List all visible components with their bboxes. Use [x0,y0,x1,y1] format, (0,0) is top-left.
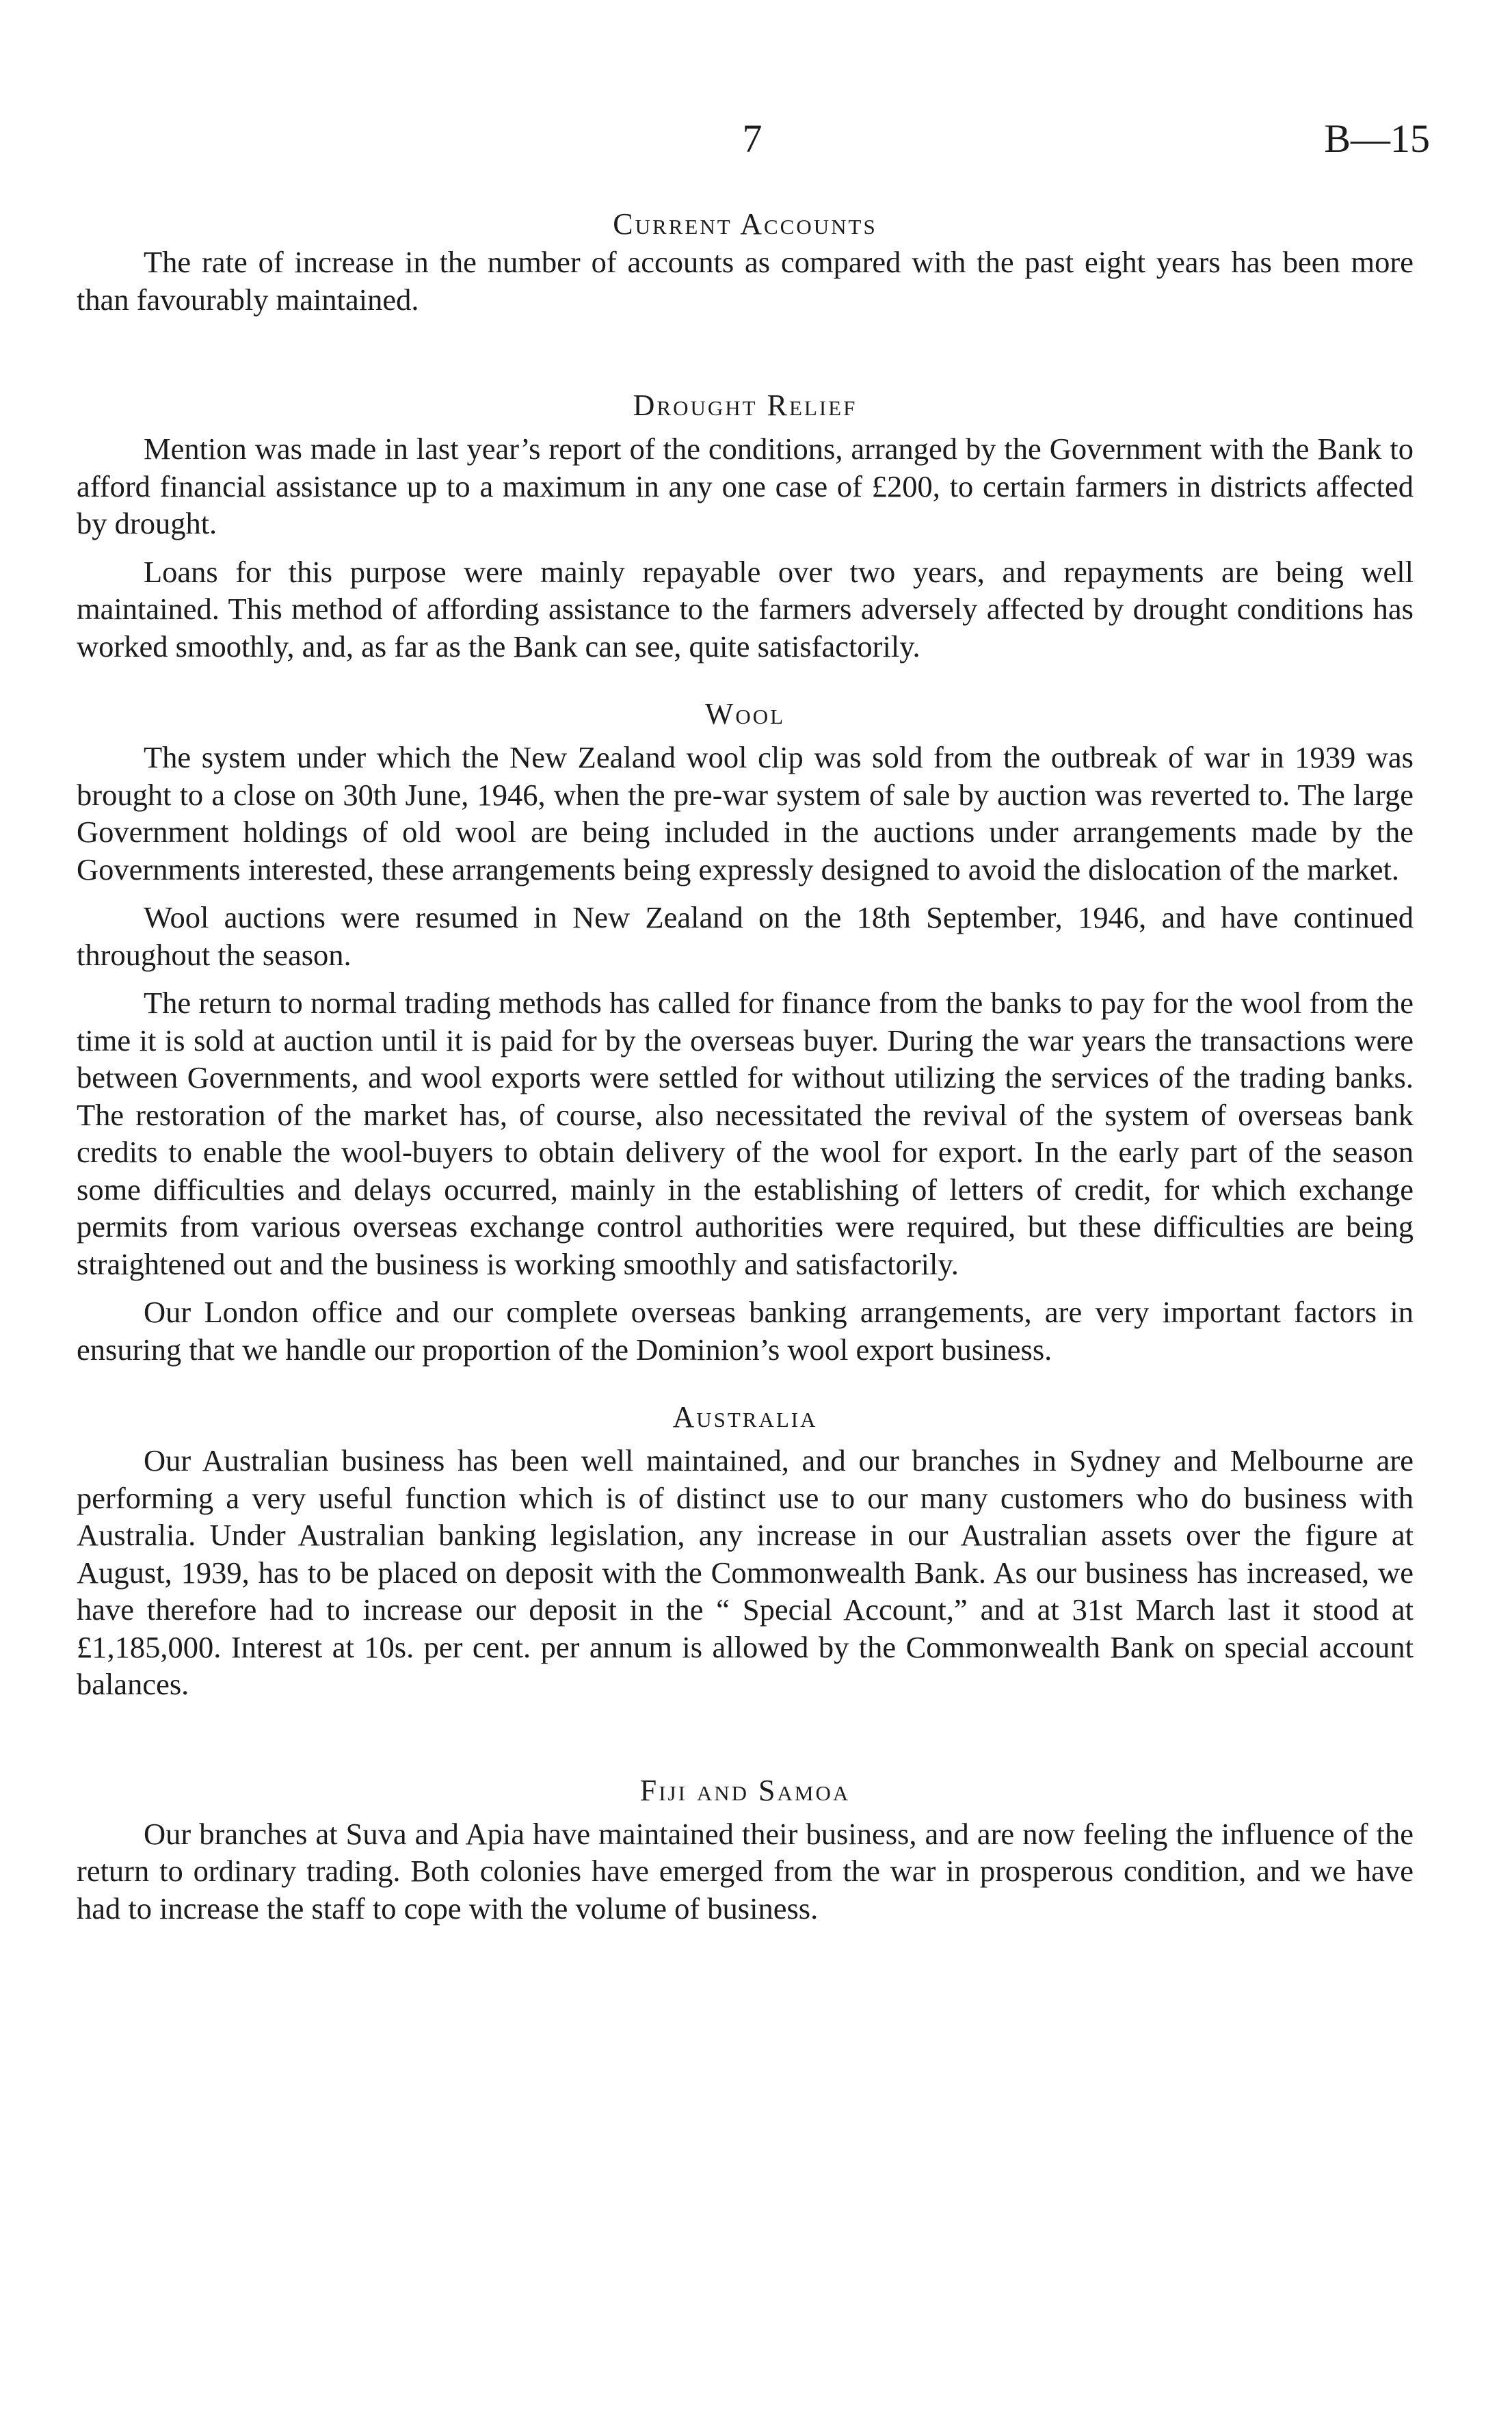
page-number: 7 [742,116,762,161]
section-heading: Wool [704,697,786,731]
document-reference-code: B—15 [1324,116,1430,161]
paragraph: Our branches at Suva and Apia have maintained their business, and are now feeling the influence of the return to ordinary trading. Both colonies have emerged from the war in prosperous condition, and we have had to increase the staff to cope with the volume of business. [77,1816,1414,1926]
section-wool [77,695,1414,1368]
section-heading: Drought Relief [633,389,858,422]
paragraph: The rate of increase in the number of accounts as compared with the past eight years has been more than favourably maintained. [77,245,1414,317]
paragraph: Our London office and our complete overseas banking arrangements, are very important factors in ensuring that we handle our proportion of the Dominion’s wool export business. [77,1295,1414,1367]
document-body [77,205,1414,1927]
paragraph: Mention was made in last year’s report of the conditions, arranged by the Government with the Bank to afford financial assistance up to a maximum in any one case of £200, to certain farmers in districts affected by drought. [77,432,1414,540]
paragraph: The return to normal trading methods has called for finance from the banks to pay for the wool from the time it is sold at auction until it is paid for by the overseas buyer. During the war years the transactions were between Governments, and wool exports were settled for without utilizing the services of the trading banks. The restoration of the market has, of course, also necessitated the revival of the system of overseas bank credits to enable the wool-buyers to obtain delivery of the wool for export. In the early part of the season some difficulties and delays occurred, mainly in the establishing of letters of credit, for which exchange permits from various overseas exchange control authorities were required, but these difficulties are being straightened out and the business is working smoothly and satisfactorily. [77,986,1414,1281]
section-drought-relief [77,386,1414,665]
paragraph: Wool auctions were resumed in New Zealand on the 18th September, 1946, and have continued throughout the season. [77,900,1414,972]
section-fiji-and-samoa [77,1772,1414,1928]
paragraph: Loans for this purpose were mainly repayable over two years, and repayments are being well maintained. This method of affording assistance to the farmers adversely affected by drought conditions has worked smoothly, and, as far as the Bank can see, quite satisfactorily. [77,554,1414,663]
section-heading: Australia [672,1400,818,1434]
section-current-accounts [77,205,1414,318]
section-australia [77,1398,1414,1703]
section-heading: Current Accounts [613,207,877,241]
paragraph: Our Australian business has been well maintained, and our branches in Sydney and Melbourne are performing a very useful function which is of distinct use to our many customers who do business with Australia. Under Australian banking legislation, any increase in our Australian assets over the figure at August, 1939, has to be placed on deposit with the Commonwealth Bank. As our business has increased, we have therefore had to increase our deposit in the “ Special Account,” and at 31st March last it stood at £1,185,000. Interest at 10s. per cent. per annum is allowed by the Commonwealth Bank on special account balances. [77,1443,1414,1701]
section-heading: Fiji and Samoa [639,1773,851,1807]
paragraph: The system under which the New Zealand wool clip was sold from the outbreak of war in 1939 was brought to a close on 30th June, 1946, when the pre-war system of sale by auction was reverted to. The large Government holdings of old wool are being included in the auctions under arrangements made by the Governments interested, these arrangements being expressly designed to avoid the dislocation of the market. [77,740,1414,886]
